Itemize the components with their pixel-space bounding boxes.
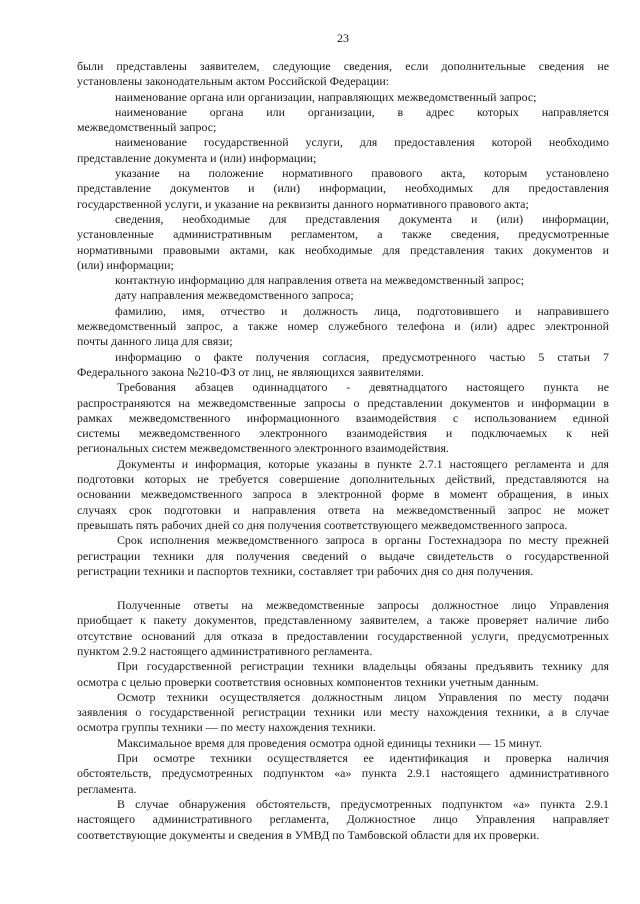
paragraph-line: дату направления межведомственного запроса; [115,288,354,303]
paragraph [77,797,609,843]
paragraph-line: регламента. [77,781,137,796]
paragraph-line: нормативными правовыми актами, как необходимые для представления таких документов и [77,242,609,257]
paragraph [77,457,609,533]
paragraph-line: почты данного лица для связи; [77,334,233,349]
paragraph-line: установлены законодательным актом Российской Федерации: [77,74,390,89]
paragraph-line: основании межведомственного запроса в электронной форме в момент обращения, в иных [77,487,609,502]
paragraph-line: (или) информации; [77,257,174,272]
paragraph [77,166,609,212]
paragraph [77,135,609,166]
paragraph [77,273,609,288]
paragraph [77,105,609,136]
paragraph-line: осмотра группы техники — по месту нахождения техники. [77,720,376,735]
paragraph-line: системы межведомственного электронного взаимодействия и подключаемых к ней [77,426,609,441]
paragraph-line: региональных систем межведомственного электронного взаимодействия. [77,441,449,456]
paragraph [77,350,609,381]
paragraph-line: регистрации техники и паспортов техники, составляет три рабочих дня со дня получения. [77,563,534,578]
paragraph-line: наименование органа или организации, направляющих межведомственный запрос; [115,89,537,104]
paragraph [77,659,609,690]
page-number: 23 [337,31,349,45]
paragraph [77,736,609,751]
paragraph-line: пунктом 2.9.2 настоящего административного регламента. [77,643,373,658]
paragraph-line: представление документов и (или) информации, необходимых для предоставления [77,181,609,196]
paragraph-line: были представлены заявителем, следующие сведения, если дополнительные сведения не [77,59,609,73]
paragraph-line: указание на положение нормативного правового акта, которым установлено [115,166,609,181]
paragraph-line: При осмотре техники осуществляется ее идентификация и проверка наличия [117,751,609,766]
paragraph-line: осмотра с целью проверки соответствия основных компонентов техники учетным данным. [77,674,539,689]
document-body [77,59,609,843]
paragraph [77,288,609,303]
paragraph [77,598,609,659]
paragraph-line: Полученные ответы на межведомственные запросы должностное лицо Управления [117,598,609,613]
paragraph-line: настоящего административного регламента, Должностное лицо Управления направляет [77,812,609,827]
paragraph-line: Осмотр техники осуществляется должностным лицом Управления по месту подачи [117,689,609,704]
paragraph-line: рамках межведомственного информационного взаимодействия с использованием единой [77,410,609,425]
paragraph-line: фамилию, имя, отчество и должность лица, подготовившего и направившего [115,303,609,318]
paragraph-line: межведомственный запрос; [77,120,217,135]
paragraph [77,690,609,736]
paragraph-line: приобщает к пакету документов, представленному заявителем, а также проверяет наличие либо [77,613,609,628]
paragraph [77,533,609,579]
paragraph-line: Федерального закона №210-ФЗ от лиц, не являющихся заявителями. [77,364,424,379]
paragraph [77,59,609,90]
paragraph-line: представление документа и (или) информации; [77,150,317,165]
paragraph-line: распространяются на межведомственные запросы о представлении документов и информации в [77,395,609,410]
paragraph-line: подготовки которых не требуется совершение дополнительных действий, представляются на [77,472,609,487]
paragraph-line: Документы и информация, которые указаны в пункте 2.7.1 настоящего регламента и для [117,456,609,471]
paragraph-line: сведения, необходимые для представления документа и (или) информации, [115,211,609,226]
paragraph-line: Требования абзацев одиннадцатого - девятнадцатого настоящего пункта не [117,380,609,395]
paragraph [77,90,609,105]
paragraph-line: наименование органа или организации, в адрес которых направляется [115,104,609,119]
paragraph-line: установленные административным регламентом, а также сведения, предусмотренные [77,227,609,242]
paragraph-line: государственной услуги, и указание на реквизиты данного нормативного правового акта; [77,196,529,211]
paragraph [77,751,609,797]
paragraph-line: обстоятельств, предусмотренных подпунктом «а» пункта 2.9.1 настоящего административного [77,766,609,781]
paragraph-line: соответствующие документы и сведения в УМВД по Тамбовской области для их проверки. [77,827,540,842]
paragraph-line: заявления о государственной регистрации техники или месту нахождения техники, а в случае [77,705,609,720]
paragraph-line: Срок исполнения межведомственного запроса в органы Гостехнадзора по месту прежней [117,533,609,548]
paragraph [77,380,609,456]
paragraph-line: случаях срок подготовки и направления ответа на межведомственный запрос не может [77,502,609,517]
paragraph [77,304,609,350]
paragraph-line: информацию о факте получения согласия, предусмотренного частью 5 статьи 7 [115,349,609,364]
paragraph-line: контактную информацию для направления ответа на межведомственный запрос; [115,273,525,288]
paragraph-line: При государственной регистрации техники владельцы обязаны предъявить технику для [117,659,609,674]
paragraph-line: наименование государственной услуги, для предоставления которой необходимо [115,135,609,150]
paragraph-line: регистрации техники для получения сведений о выдаче свидетельств о государственной [77,548,609,563]
paragraph-line: превышать пять рабочих дней со дня получения соответствующего межведомственного запроса. [77,517,568,532]
paragraph-line: Максимальное время для проведения осмотра одной единицы техники — 15 минут. [117,735,543,750]
paragraph [77,212,609,273]
paragraph-line: В случае обнаружения обстоятельств, предусмотренных подпунктом «а» пункта 2.9.1 [117,796,609,811]
paragraph-line: межведомственный запрос, а также номер служебного телефона и (или) адрес электронной [77,319,609,334]
paragraph-line: отсутствие оснований для отказа в предоставлении государственной услуги, предусмотренных [77,628,609,643]
section-gap [77,579,609,598]
